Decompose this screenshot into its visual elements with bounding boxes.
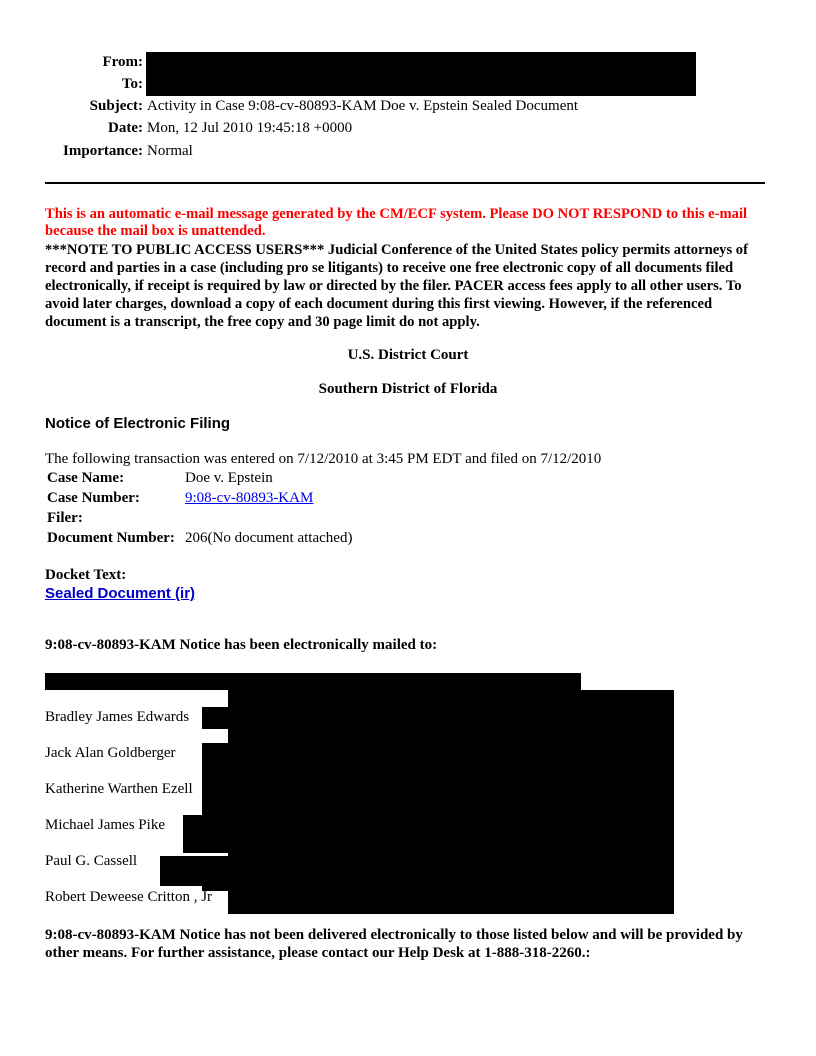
recipient-goldberger: Jack Alan Goldberger — [45, 745, 176, 761]
subject-value: Activity in Case 9:08-cv-80893-KAM Doe v. Epstein Sealed Document — [147, 98, 579, 114]
court-name: U.S. District Court — [347, 347, 469, 363]
importance-label: Importance: — [63, 143, 143, 159]
recipient-ezell: Katherine Warthen Ezell — [45, 781, 193, 797]
redaction-goldberger-tail — [202, 743, 228, 765]
docket-text-label: Docket Text: — [45, 567, 127, 583]
public-access-note: ***NOTE TO PUBLIC ACCESS USERS*** Judicial Conference of the United States policy permits attorneys of record and parties in a case (including pro se litigants) to receive one free electronic copy of all documents filed electronically, if receipt is required by law or directed by the filer. PACER access fees apply to all other users. To avoid later charges, download a copy of each document during this first viewing. However, if the referenced document is a transcript, the free copy and 30 page limit do not apply. — [45, 242, 748, 330]
importance-value: Normal — [147, 143, 193, 159]
document-number-label: Document Number: — [47, 530, 175, 546]
subject-label: Subject: — [89, 98, 143, 114]
docket-text-link[interactable]: Sealed Document (ir) — [45, 585, 196, 602]
recipient-pike: Michael James Pike — [45, 817, 165, 833]
transaction-text: The following transaction was entered on 7/12/2010 at 3:45 PM EDT and filed on 7/12/2010 — [45, 451, 602, 467]
case-name-label: Case Name: — [47, 470, 125, 486]
case-number-label: Case Number: — [47, 490, 140, 506]
redaction-pike-tail — [183, 815, 228, 853]
header-divider — [45, 182, 765, 184]
document-number-value: 206(No document attached) — [185, 530, 353, 546]
case-name-value: Doe v. Epstein — [185, 470, 273, 486]
auto-message: This is an automatic e-mail message generated by the CM/ECF system. Please DO NOT RESPOND to this e-mail because the mail box is unattended. — [45, 206, 748, 239]
from-label: From: — [102, 54, 143, 70]
district-name: Southern District of Florida — [318, 381, 498, 397]
mailed-heading: 9:08-cv-80893-KAM Notice has been electronically mailed to: — [45, 637, 438, 653]
filer-label: Filer: — [47, 510, 83, 526]
case-number-link[interactable]: 9:08-cv-80893-KAM — [185, 490, 314, 506]
redaction-recipient-top — [45, 673, 581, 690]
date-value: Mon, 12 Jul 2010 19:45:18 +0000 — [147, 120, 353, 136]
redaction-from-to — [146, 52, 696, 96]
not-delivered-notice: 9:08-cv-80893-KAM Notice has not been delivered electronically to those listed below and will be provided by other means. For further assistance, please contact our Help Desk at 1-888-318-2260.: — [45, 927, 743, 961]
redaction-edwards-tail — [202, 707, 228, 729]
redaction-recipients-main — [228, 690, 674, 914]
to-label: To: — [121, 76, 143, 92]
nef-title: Notice of Electronic Filing — [45, 415, 231, 432]
recipient-cassell: Paul G. Cassell — [45, 853, 138, 869]
recipient-edwards: Bradley James Edwards — [45, 709, 190, 725]
recipient-critton: Robert Deweese Critton , Jr — [45, 889, 213, 905]
date-label: Date: — [108, 120, 143, 136]
